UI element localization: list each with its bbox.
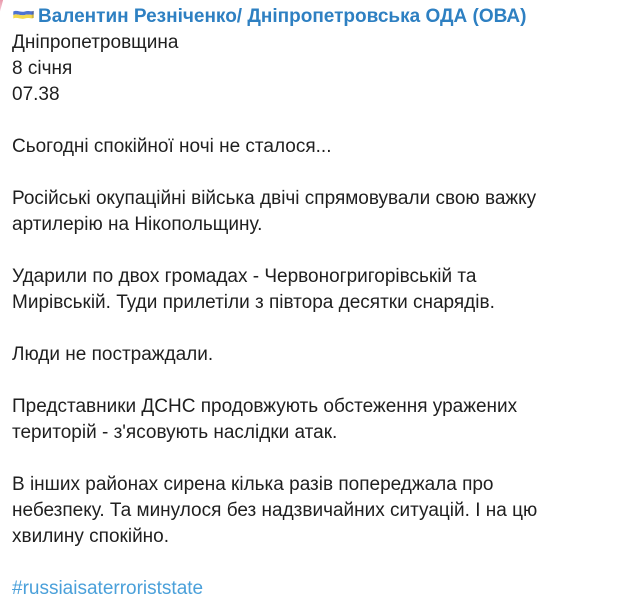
channel-header [12, 4, 614, 30]
paragraph-3 [12, 264, 614, 316]
ukraine-flag-icon [12, 4, 35, 30]
post-date: 8 січня [12, 58, 73, 79]
text-line: територій - з'ясовують наслідки атак. [12, 422, 338, 443]
text-line: Представники ДСНС продовжують обстеження уражених [12, 396, 518, 417]
paragraph-1 [12, 134, 614, 160]
text-line: Російські окупаційні війська двічі спрямовували свою важку [12, 188, 537, 209]
paragraph-5 [12, 394, 614, 446]
text-line: небезпеку. Та минулося без надзвичайних ситуацій. І на цю [12, 500, 538, 521]
text-line: хвилину спокійно. [12, 526, 170, 547]
text-line: Мирівській. Туди прилетіли з півтора десятки снарядів. [12, 292, 495, 313]
hashtag-link[interactable]: #russiaisaterroriststate [12, 578, 204, 599]
post-location: Дніпропетровщина [12, 32, 179, 53]
text-line: Люди не постраждали. [12, 344, 214, 365]
text-line: артилерію на Нікопольщину. [12, 214, 263, 235]
post-time: 07.38 [12, 84, 60, 105]
paragraph-4 [12, 342, 614, 368]
text-line: В інших районах сирена кілька разів попереджала про [12, 474, 494, 495]
channel-name[interactable]: Валентин Резніченко/ Дніпропетровська ОДА (ОВА) [38, 6, 527, 27]
paragraph-2 [12, 186, 614, 238]
paragraph-6 [12, 472, 614, 550]
text-line: Сьогодні спокійної ночі не сталося... [12, 136, 332, 157]
text-line: Ударили по двох громадах - Червоногригорівській та [12, 266, 477, 287]
